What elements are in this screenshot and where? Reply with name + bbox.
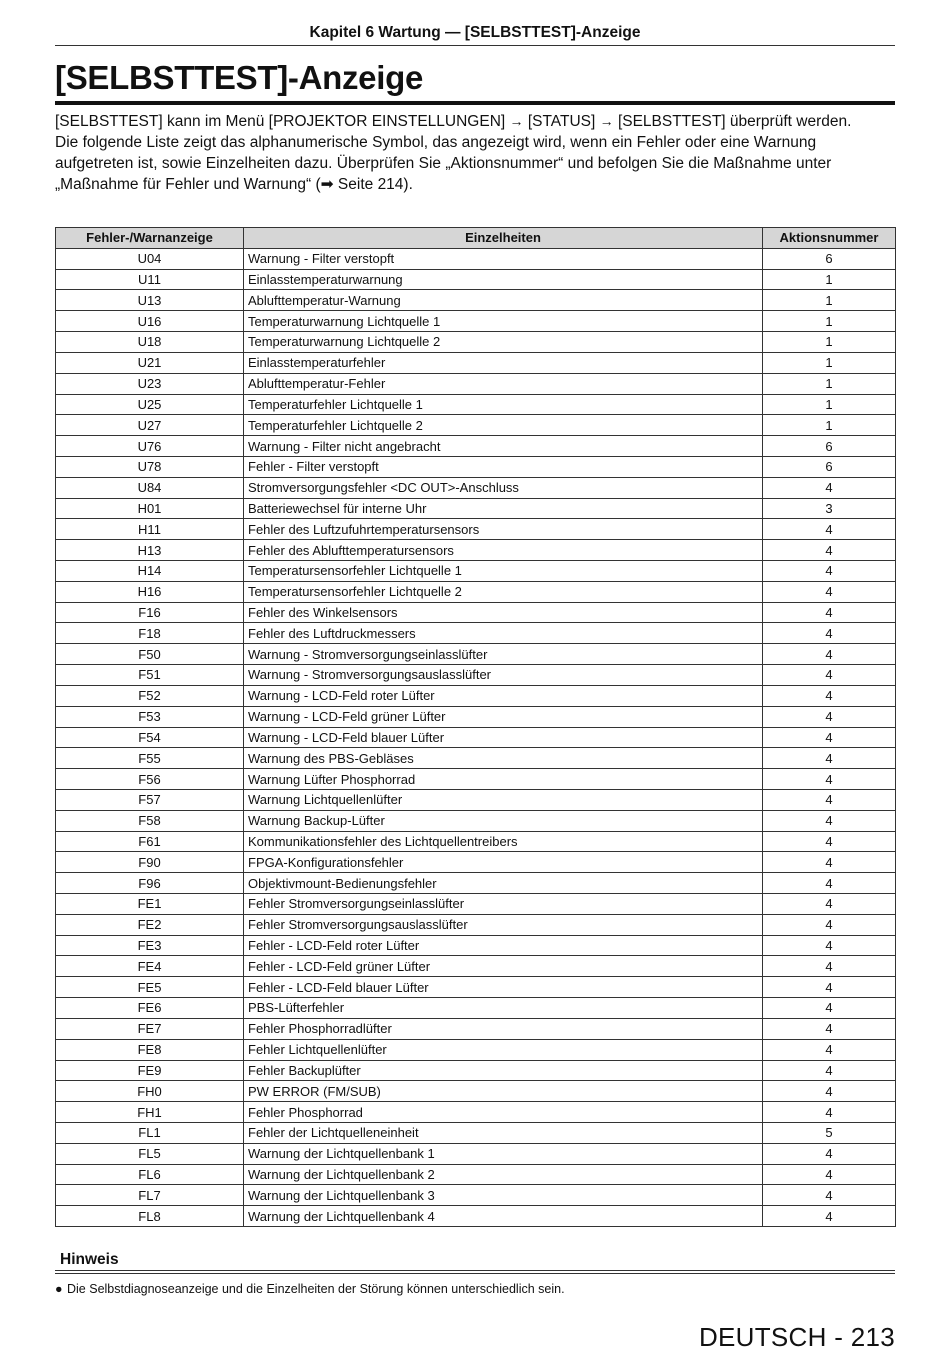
table-row [56, 727, 896, 748]
error-code-cell: FE2 [56, 914, 244, 935]
details-cell: Kommunikationsfehler des Lichtquellentreibers [244, 831, 763, 852]
table-row [56, 1081, 896, 1102]
action-number-cell: 4 [763, 540, 896, 561]
error-code-cell: U11 [56, 269, 244, 290]
details-cell: PBS-Lüfterfehler [244, 998, 763, 1019]
note-rule [55, 1273, 895, 1274]
error-code-cell: FH0 [56, 1081, 244, 1102]
action-number-cell: 5 [763, 1122, 896, 1143]
table-row [56, 1206, 896, 1227]
error-code-cell: FE8 [56, 1039, 244, 1060]
details-cell: Fehler Lichtquellenlüfter [244, 1039, 763, 1060]
title-rule [55, 101, 895, 105]
details-cell: Warnung Lüfter Phosphorrad [244, 769, 763, 790]
error-code-cell: F61 [56, 831, 244, 852]
action-number-cell: 4 [763, 1039, 896, 1060]
error-code-cell: U78 [56, 456, 244, 477]
intro-line1-c: [SELBSTTEST] überprüft werden. [617, 113, 852, 130]
action-number-cell: 4 [763, 561, 896, 582]
action-number-cell: 4 [763, 769, 896, 790]
error-warning-table [55, 227, 896, 1227]
table-row [56, 852, 896, 873]
details-cell: Objektivmount-Bedienungsfehler [244, 873, 763, 894]
note-rule [55, 1270, 895, 1271]
table-row [56, 352, 896, 373]
table-row [56, 977, 896, 998]
action-number-cell: 4 [763, 1185, 896, 1206]
table-row [56, 415, 896, 436]
table-row [56, 935, 896, 956]
error-code-cell: F58 [56, 810, 244, 831]
details-cell: Batteriewechsel für interne Uhr [244, 498, 763, 519]
details-cell: Temperaturwarnung Lichtquelle 1 [244, 311, 763, 332]
table-row [56, 456, 896, 477]
error-code-cell: U16 [56, 311, 244, 332]
table-row [56, 810, 896, 831]
details-cell: Warnung der Lichtquellenbank 1 [244, 1143, 763, 1164]
intro-line2-a: Die folgende Liste zeigt das alphanumerische Symbol, das angezeigt wird, wenn ein Fehler oder eine Warnung aufgetreten ist, sowie Einzelheiten dazu. Überprüfen Sie „Aktionsnummer“ und befolgen Sie die Maßnahme unter „Maßnahme für Fehler und Warnung“ ( [55, 134, 832, 193]
action-number-cell: 4 [763, 977, 896, 998]
table-row [56, 311, 896, 332]
details-cell: Fehler des Ablufttemperatursensors [244, 540, 763, 561]
error-code-cell: U25 [56, 394, 244, 415]
error-code-cell: FE6 [56, 998, 244, 1019]
action-number-cell: 4 [763, 1060, 896, 1081]
error-code-cell: U13 [56, 290, 244, 311]
details-cell: PW ERROR (FM/SUB) [244, 1081, 763, 1102]
error-code-cell: F96 [56, 873, 244, 894]
column-header-details: Einzelheiten [244, 228, 763, 249]
table-row [56, 748, 896, 769]
table-row [56, 789, 896, 810]
error-code-cell: FE5 [56, 977, 244, 998]
action-number-cell: 1 [763, 373, 896, 394]
error-code-cell: U76 [56, 436, 244, 457]
error-code-cell: U21 [56, 352, 244, 373]
action-number-cell: 4 [763, 1164, 896, 1185]
error-code-cell: F51 [56, 665, 244, 686]
table-row [56, 769, 896, 790]
action-number-cell: 1 [763, 352, 896, 373]
note-heading: Hinweis [60, 1251, 119, 1268]
error-code-cell: FE3 [56, 935, 244, 956]
details-cell: Temperaturfehler Lichtquelle 2 [244, 415, 763, 436]
action-number-cell: 4 [763, 873, 896, 894]
action-number-cell: 1 [763, 394, 896, 415]
table-body [56, 248, 896, 1226]
table-row [56, 1039, 896, 1060]
error-code-cell: U27 [56, 415, 244, 436]
action-number-cell: 4 [763, 914, 896, 935]
action-number-cell: 1 [763, 332, 896, 353]
table-row [56, 1102, 896, 1123]
error-code-cell: F50 [56, 644, 244, 665]
action-number-cell: 6 [763, 456, 896, 477]
note-item [55, 1282, 565, 1296]
details-cell: Warnung der Lichtquellenbank 2 [244, 1164, 763, 1185]
details-cell: Warnung - Stromversorgungseinlasslüfter [244, 644, 763, 665]
table-row [56, 873, 896, 894]
details-cell: Einlasstemperaturwarnung [244, 269, 763, 290]
table-row [56, 998, 896, 1019]
action-number-cell: 4 [763, 727, 896, 748]
table-row [56, 831, 896, 852]
table-row [56, 1143, 896, 1164]
action-number-cell: 4 [763, 1143, 896, 1164]
details-cell: Temperaturwarnung Lichtquelle 2 [244, 332, 763, 353]
error-code-cell: F52 [56, 685, 244, 706]
table-row [56, 290, 896, 311]
error-code-cell: H14 [56, 561, 244, 582]
note-text: Die Selbstdiagnoseanzeige und die Einzelheiten der Störung können unterschiedlich sein. [67, 1282, 565, 1296]
details-cell: Warnung der Lichtquellenbank 4 [244, 1206, 763, 1227]
details-cell: Ablufttemperatur-Fehler [244, 373, 763, 394]
details-cell: Fehler Stromversorgungsauslasslüfter [244, 914, 763, 935]
details-cell: Warnung - Filter nicht angebracht [244, 436, 763, 457]
intro-text [55, 111, 895, 195]
column-header-action-number: Aktionsnummer [763, 228, 896, 249]
error-code-cell: H13 [56, 540, 244, 561]
table-row [56, 894, 896, 915]
details-cell: Fehler des Winkelsensors [244, 602, 763, 623]
details-cell: Warnung der Lichtquellenbank 3 [244, 1185, 763, 1206]
table-row [56, 540, 896, 561]
error-code-cell: F55 [56, 748, 244, 769]
table-row [56, 1185, 896, 1206]
details-cell: Warnung - Stromversorgungsauslasslüfter [244, 665, 763, 686]
error-code-cell: FL1 [56, 1122, 244, 1143]
table-header-row [56, 228, 896, 249]
action-number-cell: 4 [763, 477, 896, 498]
action-number-cell: 4 [763, 665, 896, 686]
error-code-cell: FE9 [56, 1060, 244, 1081]
action-number-cell: 4 [763, 789, 896, 810]
action-number-cell: 4 [763, 644, 896, 665]
details-cell: Stromversorgungsfehler <DC OUT>-Anschluss [244, 477, 763, 498]
details-cell: Fehler - LCD-Feld grüner Lüfter [244, 956, 763, 977]
menu-arrow-icon: → [599, 113, 614, 129]
table-row [56, 373, 896, 394]
action-number-cell: 6 [763, 436, 896, 457]
menu-arrow-icon: → [509, 113, 524, 129]
table-row [56, 477, 896, 498]
details-cell: Temperatursensorfehler Lichtquelle 1 [244, 561, 763, 582]
error-code-cell: F56 [56, 769, 244, 790]
action-number-cell: 6 [763, 248, 896, 269]
details-cell: Fehler Phosphorrad [244, 1102, 763, 1123]
intro-line1-b: [STATUS] [527, 113, 596, 130]
error-code-cell: FE1 [56, 894, 244, 915]
error-code-cell: H11 [56, 519, 244, 540]
table-row [56, 519, 896, 540]
table-row [56, 623, 896, 644]
page-number-footer: DEUTSCH - 213 [698, 1322, 895, 1352]
action-number-cell: 4 [763, 935, 896, 956]
column-header-code: Fehler-/Warnanzeige [56, 228, 244, 249]
intro-line1-a: [SELBSTTEST] kann im Menü [PROJEKTOR EINSTELLUNGEN] [55, 113, 506, 130]
table-row [56, 665, 896, 686]
table-row [56, 1122, 896, 1143]
bullet-icon: ● [55, 1282, 63, 1296]
running-header: Kapitel 6 Wartung — [SELBSTTEST]-Anzeige [309, 24, 641, 41]
action-number-cell: 4 [763, 748, 896, 769]
details-cell: Fehler Stromversorgungseinlasslüfter [244, 894, 763, 915]
action-number-cell: 4 [763, 1102, 896, 1123]
error-code-cell: H01 [56, 498, 244, 519]
action-number-cell: 4 [763, 602, 896, 623]
table-row [56, 1018, 896, 1039]
details-cell: Temperatursensorfehler Lichtquelle 2 [244, 581, 763, 602]
error-code-cell: FE4 [56, 956, 244, 977]
table-row [56, 332, 896, 353]
table-row [56, 248, 896, 269]
action-number-cell: 4 [763, 706, 896, 727]
details-cell: Fehler Phosphorradlüfter [244, 1018, 763, 1039]
details-cell: Fehler - Filter verstopft [244, 456, 763, 477]
error-code-cell: U18 [56, 332, 244, 353]
error-code-cell: F57 [56, 789, 244, 810]
table-row [56, 644, 896, 665]
details-cell: Warnung des PBS-Gebläses [244, 748, 763, 769]
table-row [56, 436, 896, 457]
details-cell: Warnung Backup-Lüfter [244, 810, 763, 831]
intro-paragraph-2 [55, 132, 895, 195]
table-row [56, 914, 896, 935]
table-row [56, 1060, 896, 1081]
action-number-cell: 4 [763, 1081, 896, 1102]
action-number-cell: 1 [763, 269, 896, 290]
error-code-cell: U04 [56, 248, 244, 269]
details-cell: Einlasstemperaturfehler [244, 352, 763, 373]
intro-line2-b: Seite 214). [333, 176, 413, 193]
error-code-cell: FL6 [56, 1164, 244, 1185]
action-number-cell: 4 [763, 685, 896, 706]
details-cell: Warnung - LCD-Feld roter Lüfter [244, 685, 763, 706]
action-number-cell: 1 [763, 311, 896, 332]
error-code-cell: F16 [56, 602, 244, 623]
error-code-cell: FH1 [56, 1102, 244, 1123]
header-rule [55, 45, 895, 46]
action-number-cell: 4 [763, 519, 896, 540]
table-row [56, 561, 896, 582]
table-row [56, 269, 896, 290]
page-reference-arrow-icon: ➡ [320, 176, 334, 193]
action-number-cell: 4 [763, 852, 896, 873]
error-code-cell: FL7 [56, 1185, 244, 1206]
error-code-cell: F90 [56, 852, 244, 873]
details-cell: Fehler des Luftzufuhrtemperatursensors [244, 519, 763, 540]
details-cell: Fehler Backuplüfter [244, 1060, 763, 1081]
error-code-cell: FL5 [56, 1143, 244, 1164]
details-cell: Fehler des Luftdruckmessers [244, 623, 763, 644]
error-code-cell: F54 [56, 727, 244, 748]
intro-paragraph-1 [55, 111, 895, 132]
details-cell: Warnung - LCD-Feld grüner Lüfter [244, 706, 763, 727]
table-row [56, 581, 896, 602]
table-row [56, 706, 896, 727]
details-cell: Fehler - LCD-Feld roter Lüfter [244, 935, 763, 956]
table-row [56, 394, 896, 415]
action-number-cell: 4 [763, 581, 896, 602]
error-code-cell: U84 [56, 477, 244, 498]
action-number-cell: 4 [763, 1206, 896, 1227]
details-cell: Temperaturfehler Lichtquelle 1 [244, 394, 763, 415]
details-cell: Fehler der Lichtquelleneinheit [244, 1122, 763, 1143]
action-number-cell: 4 [763, 956, 896, 977]
error-code-cell: H16 [56, 581, 244, 602]
details-cell: Ablufttemperatur-Warnung [244, 290, 763, 311]
action-number-cell: 4 [763, 894, 896, 915]
page-title: [SELBSTTEST]-Anzeige [55, 59, 424, 96]
action-number-cell: 3 [763, 498, 896, 519]
table-row [56, 956, 896, 977]
action-number-cell: 1 [763, 290, 896, 311]
table-row [56, 602, 896, 623]
table-row [56, 1164, 896, 1185]
error-code-cell: FL8 [56, 1206, 244, 1227]
action-number-cell: 4 [763, 810, 896, 831]
error-code-cell: FE7 [56, 1018, 244, 1039]
action-number-cell: 4 [763, 831, 896, 852]
action-number-cell: 1 [763, 415, 896, 436]
table-row [56, 498, 896, 519]
action-number-cell: 4 [763, 998, 896, 1019]
details-cell: Warnung - Filter verstopft [244, 248, 763, 269]
error-code-cell: F18 [56, 623, 244, 644]
details-cell: Fehler - LCD-Feld blauer Lüfter [244, 977, 763, 998]
details-cell: FPGA-Konfigurationsfehler [244, 852, 763, 873]
action-number-cell: 4 [763, 623, 896, 644]
action-number-cell: 4 [763, 1018, 896, 1039]
table-row [56, 685, 896, 706]
error-code-cell: U23 [56, 373, 244, 394]
details-cell: Warnung Lichtquellenlüfter [244, 789, 763, 810]
details-cell: Warnung - LCD-Feld blauer Lüfter [244, 727, 763, 748]
error-code-cell: F53 [56, 706, 244, 727]
